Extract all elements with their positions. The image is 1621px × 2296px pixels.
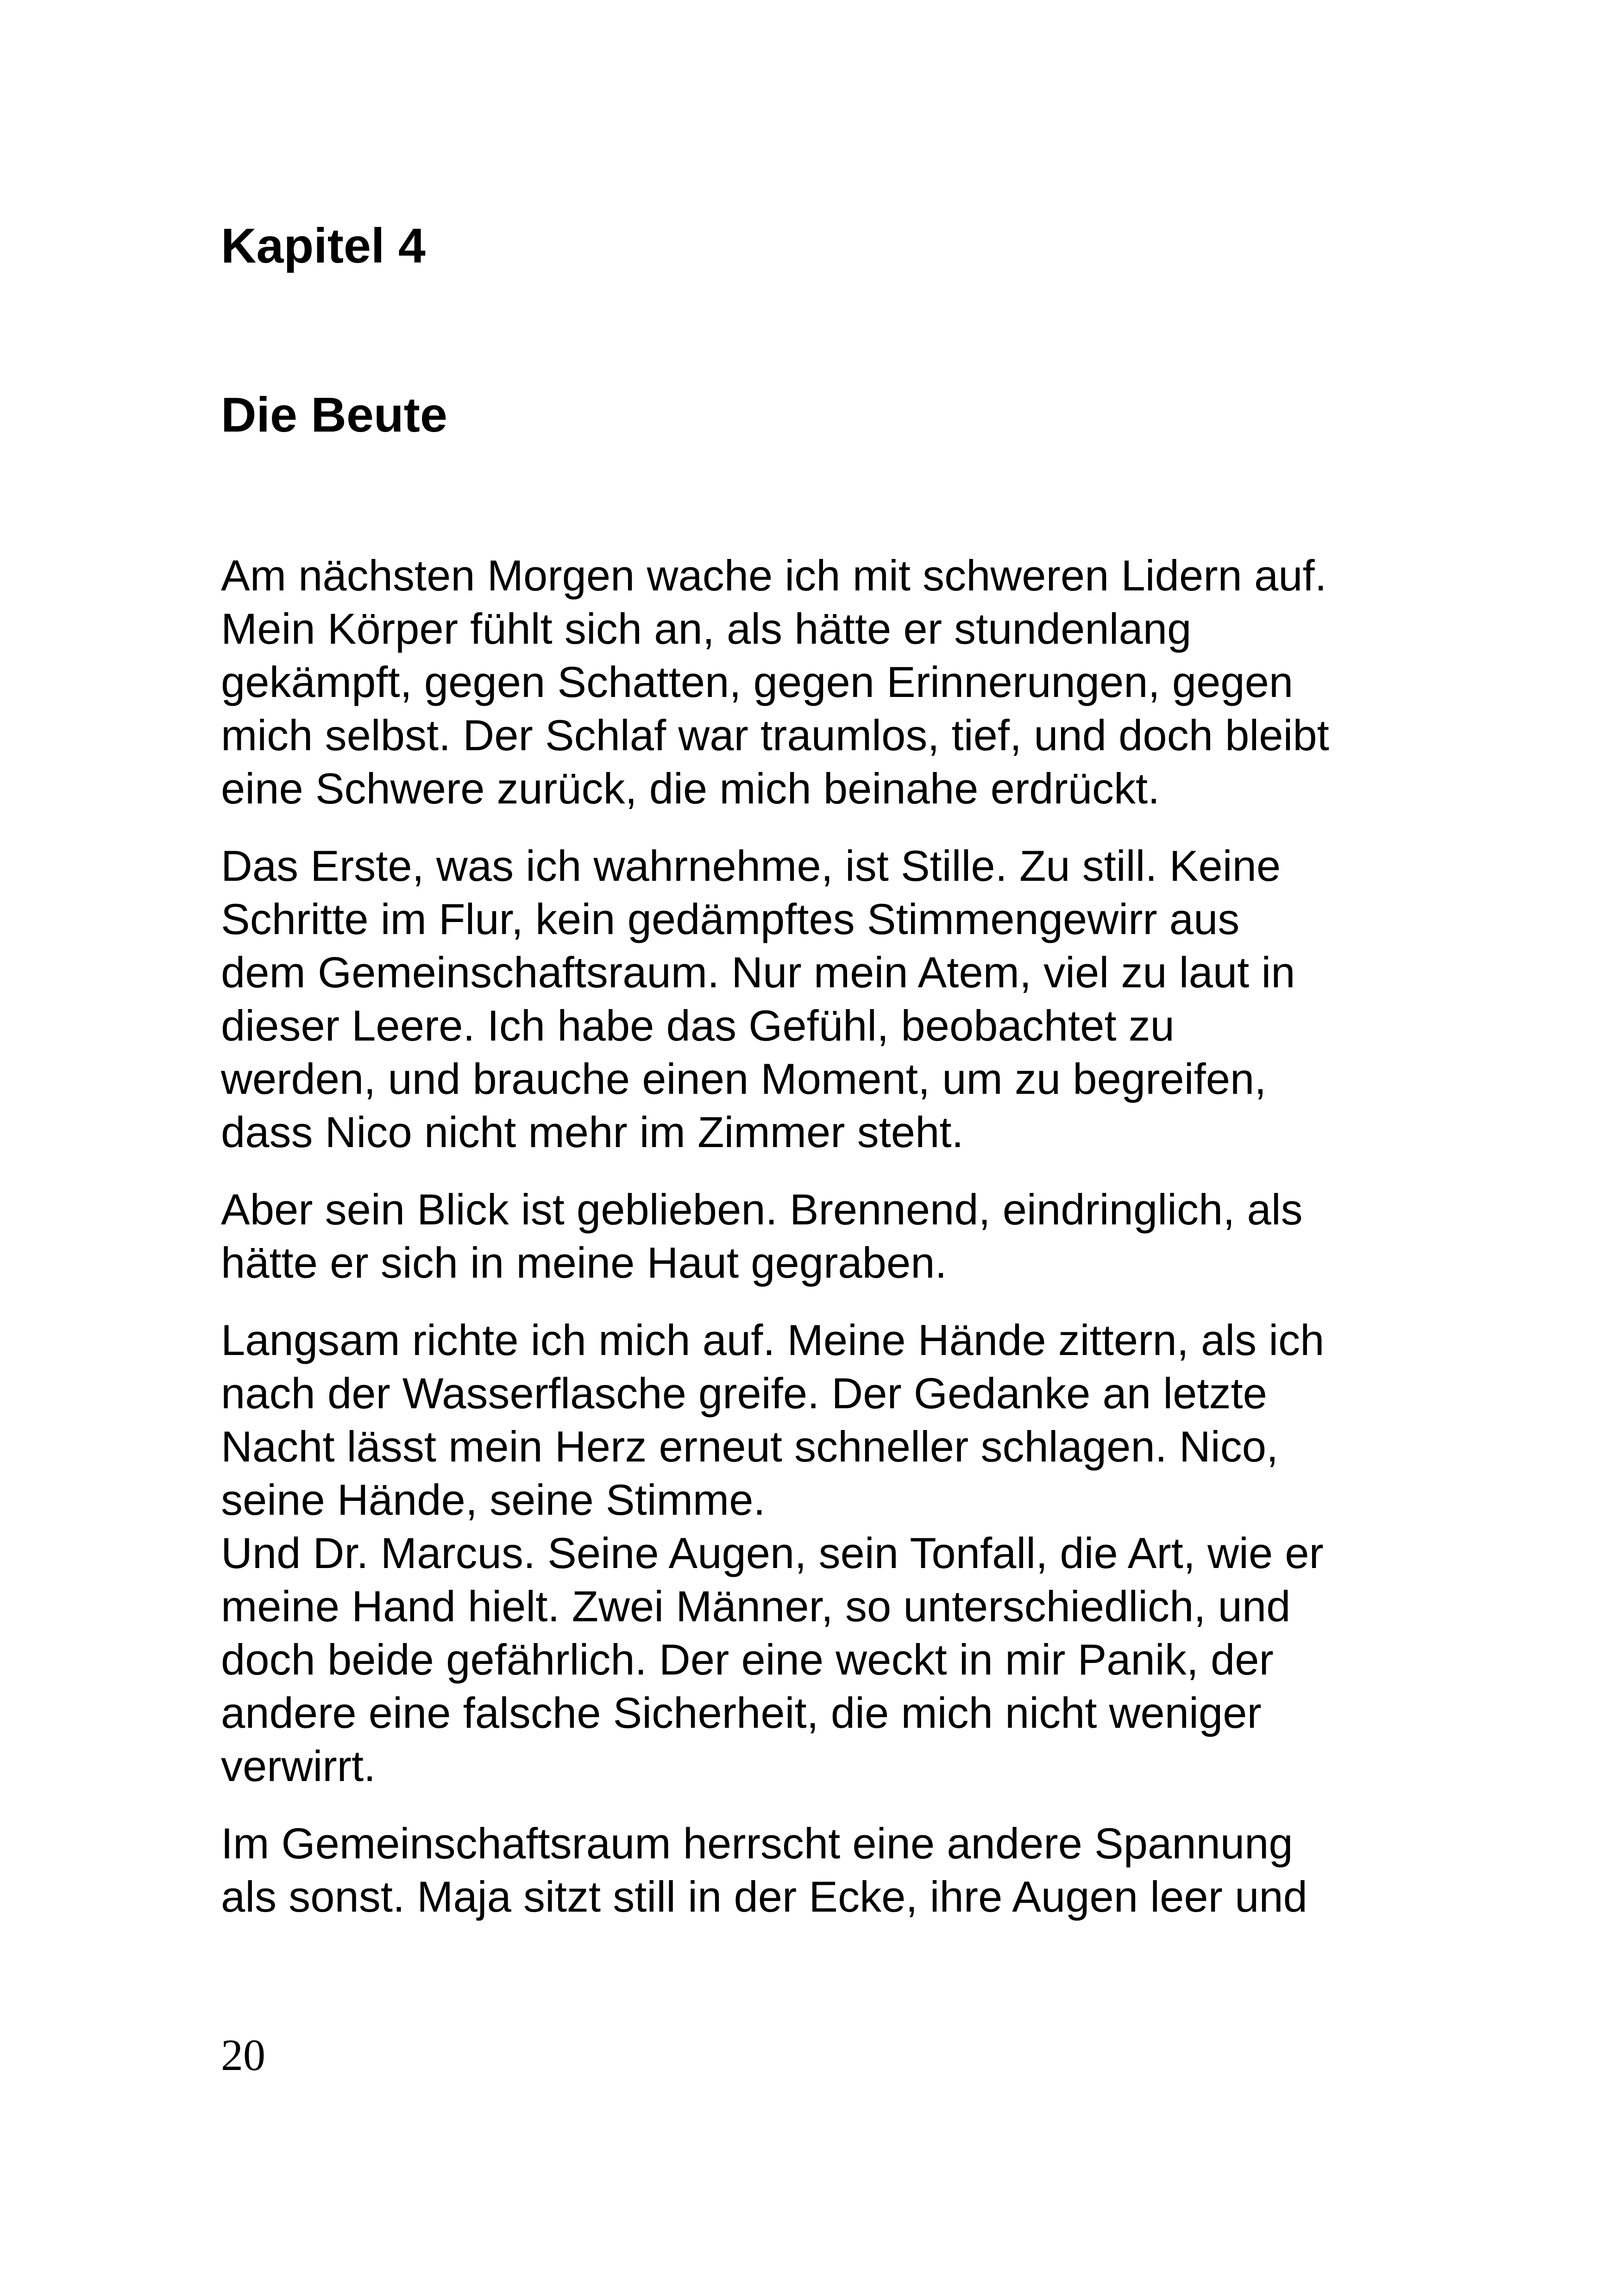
- text-line: dass Nico nicht mehr im Zimmer steht.: [221, 1108, 964, 1156]
- text-line: hätte er sich in meine Haut gegraben.: [221, 1238, 947, 1287]
- text-line: Und Dr. Marcus. Seine Augen, sein Tonfall, die Art, wie er: [221, 1529, 1324, 1577]
- text-line: Nacht lässt mein Herz erneut schneller schlagen. Nico,: [221, 1422, 1279, 1471]
- text-line: mich selbst. Der Schlaf war traumlos, tief, und doch bleibt: [221, 711, 1329, 759]
- text-line: seine Hände, seine Stimme.: [221, 1475, 766, 1524]
- paragraph-1: [221, 549, 1453, 815]
- text-line: Am nächsten Morgen wache ich mit schweren Lidern auf.: [221, 551, 1327, 600]
- chapter-title: Die Beute: [221, 388, 447, 442]
- text-line: Langsam richte ich mich auf. Meine Hände zittern, als ich: [221, 1316, 1325, 1364]
- text-line: nach der Wasserflasche greife. Der Gedanke an letzte: [221, 1369, 1267, 1418]
- text-line: Im Gemeinschaftsraum herrscht eine andere Spannung: [221, 1819, 1293, 1868]
- text-line: meine Hand hielt. Zwei Männer, so unterschiedlich, und: [221, 1582, 1291, 1631]
- chapter-number: Kapitel 4: [221, 219, 426, 273]
- text-line: dieser Leere. Ich habe das Gefühl, beobachtet zu: [221, 1001, 1175, 1050]
- paragraph-3: [221, 1183, 1453, 1289]
- text-line: werden, und brauche einen Moment, um zu begreifen,: [221, 1054, 1267, 1103]
- body-text: [221, 549, 1453, 1947]
- text-line: als sonst. Maja sitzt still in der Ecke, ihre Augen leer und: [221, 1872, 1307, 1921]
- text-line: doch beide gefährlich. Der eine weckt in mir Panik, der: [221, 1635, 1274, 1684]
- paragraph-2: [221, 839, 1453, 1159]
- text-line: verwirrt.: [221, 1742, 376, 1790]
- paragraph-4: [221, 1313, 1453, 1793]
- text-line: gekämpft, gegen Schatten, gegen Erinnerungen, gegen: [221, 658, 1294, 706]
- text-line: Das Erste, was ich wahrnehme, ist Stille. Zu still. Keine: [221, 841, 1281, 890]
- page-number: 20: [221, 2030, 265, 2080]
- text-line: Schritte im Flur, kein gedämpftes Stimmengewirr aus: [221, 895, 1240, 943]
- paragraph-5: [221, 1817, 1453, 1923]
- text-line: eine Schwere zurück, die mich beinahe erdrückt.: [221, 764, 1160, 813]
- text-line: andere eine falsche Sicherheit, die mich nicht weniger: [221, 1688, 1262, 1737]
- text-line: dem Gemeinschaftsraum. Nur mein Atem, viel zu laut in: [221, 948, 1295, 997]
- text-line: Mein Körper fühlt sich an, als hätte er stundenlang: [221, 604, 1192, 653]
- text-line: Aber sein Blick ist geblieben. Brennend, eindringlich, als: [221, 1185, 1303, 1234]
